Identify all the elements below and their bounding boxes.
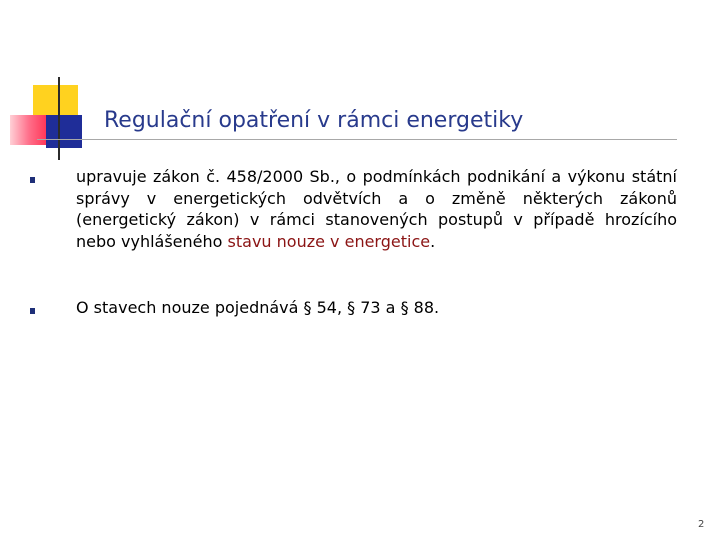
- bullet-1-text-end: .: [430, 231, 436, 251]
- bullet-item-2: O stavech nouze pojednává § 54, § 73 a § 88.: [76, 298, 440, 317]
- bullet-square-icon: [30, 177, 35, 183]
- bullet-1-text: upravuje zákon č. 458/2000 Sb., o podmínkách podnikání a výkonu státní správy v energetických odvětvích a o změně některých zákonů (energetický zákon) v rámci stanovených postupů v případě hrozícího nebo vyhlášeného: [76, 167, 677, 251]
- bullet-square-icon: [30, 308, 35, 314]
- decorative-blue-square: [46, 115, 82, 148]
- bullet-1-highlight: stavu nouze v energetice: [227, 231, 431, 251]
- page-number: 2: [698, 519, 705, 530]
- title-underline: [37, 139, 677, 140]
- bullet-item-1: [76, 166, 677, 252]
- slide-title: Regulační opatření v rámci energetiky: [104, 108, 524, 133]
- decorative-vertical-line: [58, 77, 60, 160]
